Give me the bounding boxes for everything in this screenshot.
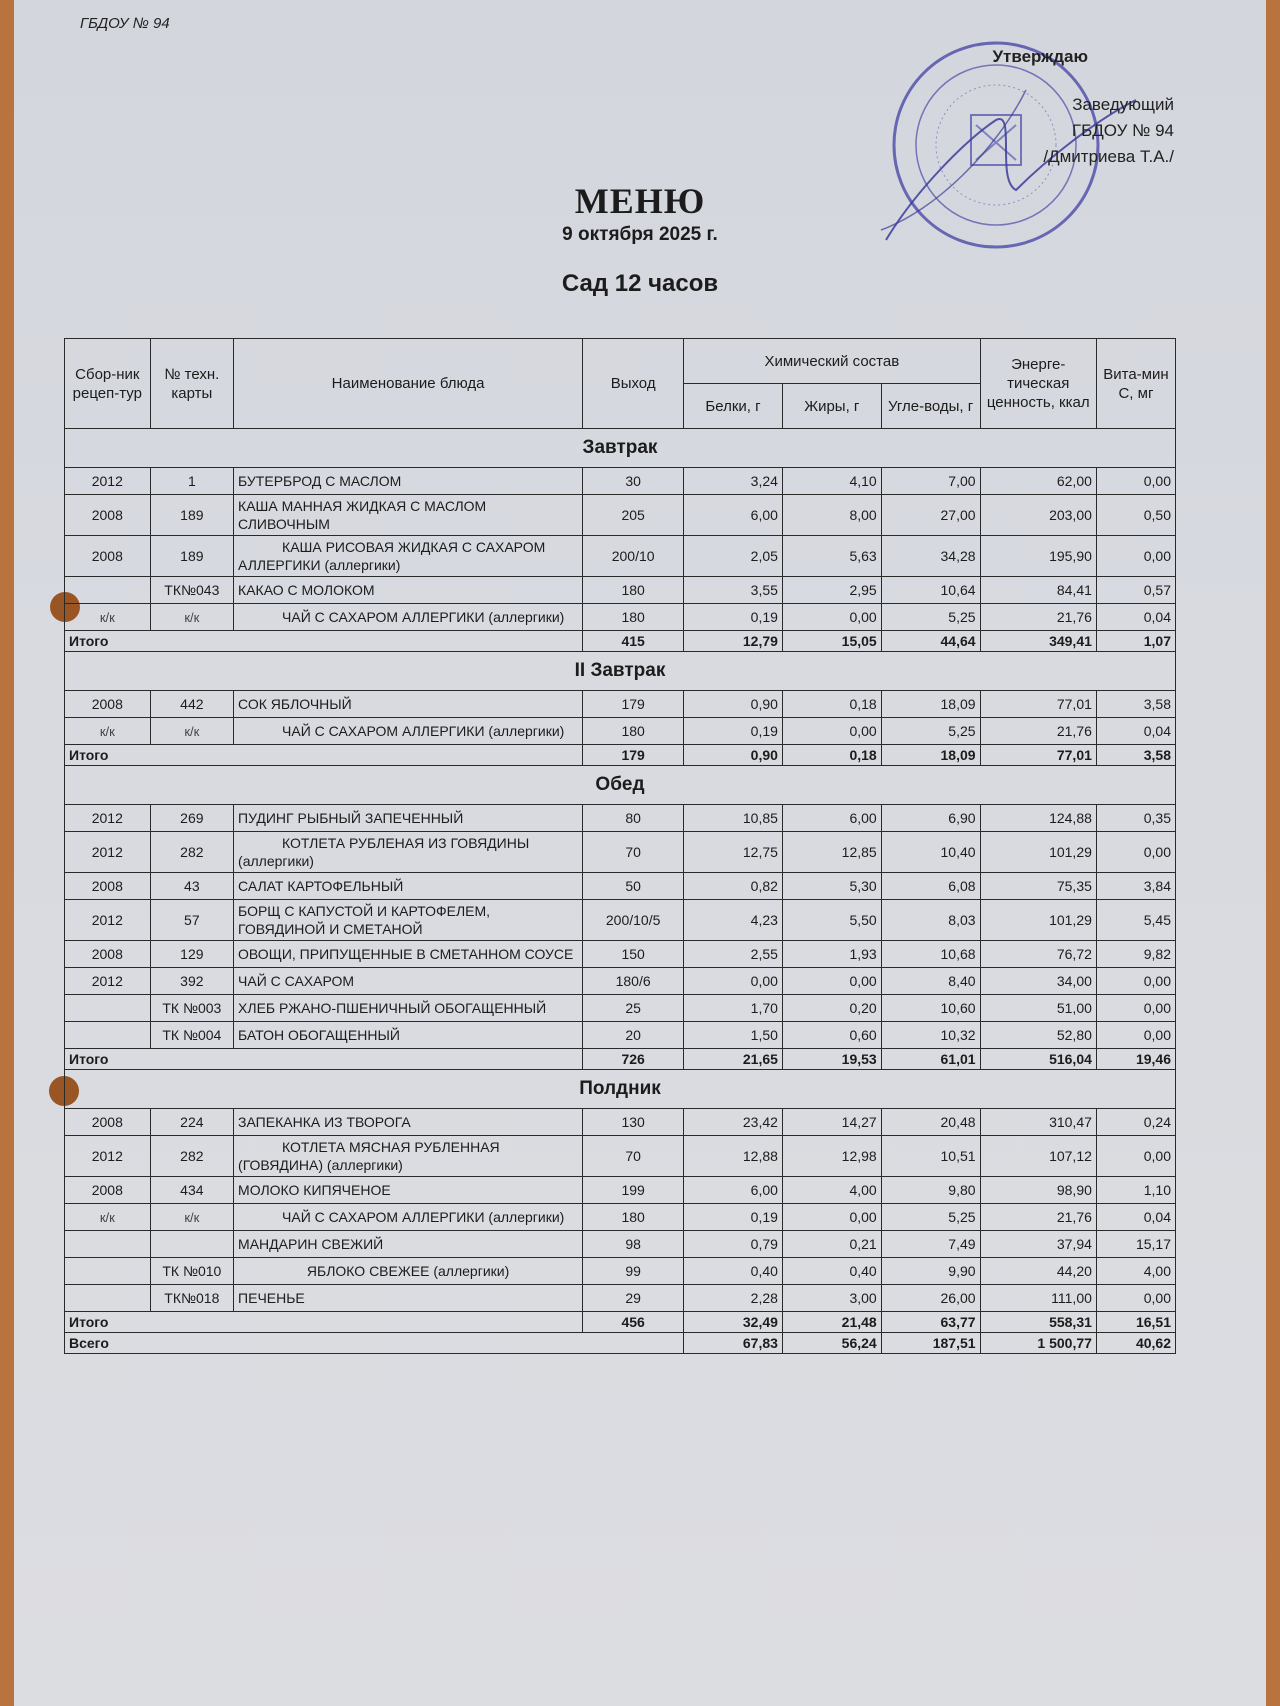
header-vitamin-c: Вита-мин С, мг <box>1096 339 1175 429</box>
table-row <box>65 1022 1176 1049</box>
grand-total-carbs-cell: 187,51 <box>881 1333 980 1354</box>
protein-cell: 2,55 <box>684 941 783 968</box>
carbs-cell: 10,64 <box>881 577 980 604</box>
table-row <box>65 468 1176 495</box>
vitamin-c-cell: 0,04 <box>1096 604 1175 631</box>
table-row <box>65 832 1176 873</box>
dish-name-cell: ЧАЙ С САХАРОМ <box>234 968 583 995</box>
protein-cell: 0,40 <box>684 1258 783 1285</box>
collection-cell: 2012 <box>65 468 151 495</box>
carbs-cell: 7,49 <box>881 1231 980 1258</box>
total-output-cell: 179 <box>583 745 684 766</box>
organization-label: ГБДОУ № 94 <box>80 15 170 32</box>
fat-cell: 14,27 <box>782 1109 881 1136</box>
tech-card-cell <box>150 1231 233 1258</box>
collection-cell: 2008 <box>65 941 151 968</box>
table-row <box>65 1109 1176 1136</box>
dish-name-cell: ПЕЧЕНЬЕ <box>234 1285 583 1312</box>
fat-cell: 0,60 <box>782 1022 881 1049</box>
approval-block <box>992 44 1174 170</box>
output-cell: 80 <box>583 805 684 832</box>
collection-cell: 2008 <box>65 495 151 536</box>
protein-cell: 1,70 <box>684 995 783 1022</box>
total-label: Итого <box>65 745 583 766</box>
energy-cell: 195,90 <box>980 536 1096 577</box>
total-label: Итого <box>65 1049 583 1070</box>
section-title: Обед <box>65 766 1176 805</box>
carbs-cell: 6,90 <box>881 805 980 832</box>
energy-cell: 77,01 <box>980 691 1096 718</box>
total-fat-cell: 15,05 <box>782 631 881 652</box>
carbs-cell: 20,48 <box>881 1109 980 1136</box>
total-protein-cell: 12,79 <box>684 631 783 652</box>
energy-cell: 107,12 <box>980 1136 1096 1177</box>
page-title: МЕНЮ <box>574 181 706 221</box>
fat-cell: 5,63 <box>782 536 881 577</box>
total-energy-cell: 77,01 <box>980 745 1096 766</box>
fat-cell: 1,93 <box>782 941 881 968</box>
dish-name-cell: МОЛОКО КИПЯЧЕНОЕ <box>234 1177 583 1204</box>
total-row <box>65 745 1176 766</box>
fat-cell: 0,40 <box>782 1258 881 1285</box>
output-cell: 180 <box>583 1204 684 1231</box>
table-row <box>65 604 1176 631</box>
carbs-cell: 10,68 <box>881 941 980 968</box>
protein-cell: 10,85 <box>684 805 783 832</box>
total-vitc-cell: 19,46 <box>1096 1049 1175 1070</box>
collection-cell: к/к <box>65 604 151 631</box>
energy-cell: 62,00 <box>980 468 1096 495</box>
collection-cell: 2012 <box>65 900 151 941</box>
total-label: Итого <box>65 1312 583 1333</box>
dish-name-cell: БАТОН ОБОГАЩЕННЫЙ <box>234 1022 583 1049</box>
section-header-row <box>65 1070 1176 1109</box>
collection-cell: 2012 <box>65 968 151 995</box>
energy-cell: 101,29 <box>980 900 1096 941</box>
header-output: Выход <box>583 339 684 429</box>
output-cell: 70 <box>583 1136 684 1177</box>
carbs-cell: 6,08 <box>881 873 980 900</box>
section-title: Полдник <box>65 1070 1176 1109</box>
table-row <box>65 873 1176 900</box>
table-body <box>65 429 1176 1354</box>
fat-cell: 0,00 <box>782 718 881 745</box>
protein-cell: 0,19 <box>684 604 783 631</box>
tech-card-cell: 43 <box>150 873 233 900</box>
total-fat-cell: 21,48 <box>782 1312 881 1333</box>
fat-cell: 0,00 <box>782 604 881 631</box>
tech-card-cell: 442 <box>150 691 233 718</box>
energy-cell: 34,00 <box>980 968 1096 995</box>
vitamin-c-cell: 1,10 <box>1096 1177 1175 1204</box>
header-collection: Сбор-ник рецеп-тур <box>65 339 151 429</box>
grand-total-row <box>65 1333 1176 1354</box>
total-vitc-cell: 1,07 <box>1096 631 1175 652</box>
protein-cell: 2,28 <box>684 1285 783 1312</box>
energy-cell: 21,76 <box>980 718 1096 745</box>
protein-cell: 0,19 <box>684 718 783 745</box>
fat-cell: 5,30 <box>782 873 881 900</box>
dish-name-cell: ЗАПЕКАНКА ИЗ ТВОРОГА <box>234 1109 583 1136</box>
vitamin-c-cell: 0,00 <box>1096 1022 1175 1049</box>
collection-cell <box>65 1285 151 1312</box>
dish-name-cell: ХЛЕБ РЖАНО-ПШЕНИЧНЫЙ ОБОГАЩЕННЫЙ <box>234 995 583 1022</box>
collection-cell: 2008 <box>65 691 151 718</box>
vitamin-c-cell: 0,00 <box>1096 995 1175 1022</box>
tech-card-cell: 434 <box>150 1177 233 1204</box>
output-cell: 180/6 <box>583 968 684 995</box>
vitamin-c-cell: 0,24 <box>1096 1109 1175 1136</box>
section-title: II Завтрак <box>65 652 1176 691</box>
fat-cell: 0,21 <box>782 1231 881 1258</box>
fat-cell: 0,00 <box>782 1204 881 1231</box>
fat-cell: 12,85 <box>782 832 881 873</box>
total-carbs-cell: 44,64 <box>881 631 980 652</box>
carbs-cell: 27,00 <box>881 495 980 536</box>
section-header-row <box>65 429 1176 468</box>
grand-total-energy-cell: 1 500,77 <box>980 1333 1096 1354</box>
vitamin-c-cell: 0,04 <box>1096 718 1175 745</box>
output-cell: 180 <box>583 577 684 604</box>
total-energy-cell: 558,31 <box>980 1312 1096 1333</box>
total-carbs-cell: 18,09 <box>881 745 980 766</box>
table-row <box>65 995 1176 1022</box>
total-protein-cell: 21,65 <box>684 1049 783 1070</box>
output-cell: 98 <box>583 1231 684 1258</box>
header-fat: Жиры, г <box>782 384 881 429</box>
carbs-cell: 10,40 <box>881 832 980 873</box>
header-energy: Энерге-тическая ценность, ккал <box>980 339 1096 429</box>
tech-card-cell: ТК №003 <box>150 995 233 1022</box>
approval-position: Заведующий <box>1072 95 1174 114</box>
table-row <box>65 941 1176 968</box>
output-cell: 150 <box>583 941 684 968</box>
total-carbs-cell: 61,01 <box>881 1049 980 1070</box>
header-chemical: Химический состав <box>684 339 980 384</box>
approval-signatory: /Дмитриева Т.А./ <box>1043 147 1174 166</box>
dish-name-cell: ЧАЙ С САХАРОМ АЛЛЕРГИКИ (аллергики) <box>234 718 583 745</box>
output-cell: 180 <box>583 604 684 631</box>
carbs-cell: 10,51 <box>881 1136 980 1177</box>
output-cell: 25 <box>583 995 684 1022</box>
carbs-cell: 9,90 <box>881 1258 980 1285</box>
tech-card-cell: 1 <box>150 468 233 495</box>
output-cell: 205 <box>583 495 684 536</box>
collection-cell: к/к <box>65 1204 151 1231</box>
table-row <box>65 495 1176 536</box>
output-cell: 20 <box>583 1022 684 1049</box>
dish-name-cell: КОТЛЕТА МЯСНАЯ РУБЛЕННАЯ (ГОВЯДИНА) (аллергики) <box>234 1136 583 1177</box>
header-tech-card: № техн. карты <box>150 339 233 429</box>
tech-card-cell: 282 <box>150 1136 233 1177</box>
tech-card-cell: 189 <box>150 536 233 577</box>
total-vitc-cell: 16,51 <box>1096 1312 1175 1333</box>
carbs-cell: 10,32 <box>881 1022 980 1049</box>
carbs-cell: 9,80 <box>881 1177 980 1204</box>
vitamin-c-cell: 0,04 <box>1096 1204 1175 1231</box>
total-fat-cell: 0,18 <box>782 745 881 766</box>
vitamin-c-cell: 0,57 <box>1096 577 1175 604</box>
dish-name-cell: САЛАТ КАРТОФЕЛЬНЫЙ <box>234 873 583 900</box>
vitamin-c-cell: 5,45 <box>1096 900 1175 941</box>
fat-cell: 0,20 <box>782 995 881 1022</box>
output-cell: 199 <box>583 1177 684 1204</box>
vitamin-c-cell: 0,00 <box>1096 536 1175 577</box>
carbs-cell: 7,00 <box>881 468 980 495</box>
dish-name-cell: КАША РИСОВАЯ ЖИДКАЯ С САХАРОМ АЛЛЕРГИКИ (аллергики) <box>234 536 583 577</box>
table-row <box>65 718 1176 745</box>
protein-cell: 0,19 <box>684 1204 783 1231</box>
total-carbs-cell: 63,77 <box>881 1312 980 1333</box>
collection-cell <box>65 1231 151 1258</box>
output-cell: 99 <box>583 1258 684 1285</box>
table-row <box>65 1204 1176 1231</box>
table-row <box>65 1258 1176 1285</box>
total-protein-cell: 0,90 <box>684 745 783 766</box>
collection-cell: к/к <box>65 718 151 745</box>
vitamin-c-cell: 4,00 <box>1096 1258 1175 1285</box>
tech-card-cell: 392 <box>150 968 233 995</box>
energy-cell: 310,47 <box>980 1109 1096 1136</box>
fat-cell: 4,00 <box>782 1177 881 1204</box>
protein-cell: 2,05 <box>684 536 783 577</box>
dish-name-cell: СОК ЯБЛОЧНЫЙ <box>234 691 583 718</box>
energy-cell: 75,35 <box>980 873 1096 900</box>
protein-cell: 23,42 <box>684 1109 783 1136</box>
grand-total-label: Всего <box>65 1333 684 1354</box>
section-header-row <box>65 766 1176 805</box>
vitamin-c-cell: 3,84 <box>1096 873 1175 900</box>
output-cell: 180 <box>583 718 684 745</box>
header-dish-name: Наименование блюда <box>234 339 583 429</box>
collection-cell: 2012 <box>65 832 151 873</box>
total-output-cell: 726 <box>583 1049 684 1070</box>
collection-cell: 2012 <box>65 1136 151 1177</box>
carbs-cell: 5,25 <box>881 718 980 745</box>
protein-cell: 0,00 <box>684 968 783 995</box>
dish-name-cell: КАША МАННАЯ ЖИДКАЯ С МАСЛОМ СЛИВОЧНЫМ <box>234 495 583 536</box>
table-row <box>65 968 1176 995</box>
total-row <box>65 1312 1176 1333</box>
total-protein-cell: 32,49 <box>684 1312 783 1333</box>
vitamin-c-cell: 3,58 <box>1096 691 1175 718</box>
fat-cell: 12,98 <box>782 1136 881 1177</box>
protein-cell: 4,23 <box>684 900 783 941</box>
fat-cell: 0,18 <box>782 691 881 718</box>
fat-cell: 6,00 <box>782 805 881 832</box>
group-label: Сад 12 часов <box>561 270 719 297</box>
vitamin-c-cell: 15,17 <box>1096 1231 1175 1258</box>
table-row <box>65 1177 1176 1204</box>
carbs-cell: 5,25 <box>881 1204 980 1231</box>
total-fat-cell: 19,53 <box>782 1049 881 1070</box>
dish-name-cell: КОТЛЕТА РУБЛЕНАЯ ИЗ ГОВЯДИНЫ (аллергики) <box>234 832 583 873</box>
dish-name-cell: ЧАЙ С САХАРОМ АЛЛЕРГИКИ (аллергики) <box>234 604 583 631</box>
dish-name-cell: ЧАЙ С САХАРОМ АЛЛЕРГИКИ (аллергики) <box>234 1204 583 1231</box>
tech-card-cell: 269 <box>150 805 233 832</box>
energy-cell: 203,00 <box>980 495 1096 536</box>
dish-name-cell: КАКАО С МОЛОКОМ <box>234 577 583 604</box>
energy-cell: 51,00 <box>980 995 1096 1022</box>
protein-cell: 3,24 <box>684 468 783 495</box>
collection-cell <box>65 1022 151 1049</box>
energy-cell: 111,00 <box>980 1285 1096 1312</box>
energy-cell: 124,88 <box>980 805 1096 832</box>
table-row <box>65 900 1176 941</box>
output-cell: 50 <box>583 873 684 900</box>
output-cell: 30 <box>583 468 684 495</box>
total-output-cell: 456 <box>583 1312 684 1333</box>
output-cell: 200/10/5 <box>583 900 684 941</box>
vitamin-c-cell: 0,35 <box>1096 805 1175 832</box>
table-row <box>65 691 1176 718</box>
total-row <box>65 1049 1176 1070</box>
carbs-cell: 18,09 <box>881 691 980 718</box>
dish-name-cell: ОВОЩИ, ПРИПУЩЕННЫЕ В СМЕТАННОМ СОУСЕ <box>234 941 583 968</box>
protein-cell: 1,50 <box>684 1022 783 1049</box>
protein-cell: 12,88 <box>684 1136 783 1177</box>
fat-cell: 3,00 <box>782 1285 881 1312</box>
vitamin-c-cell: 0,00 <box>1096 1136 1175 1177</box>
protein-cell: 0,82 <box>684 873 783 900</box>
energy-cell: 21,76 <box>980 604 1096 631</box>
energy-cell: 101,29 <box>980 832 1096 873</box>
carbs-cell: 8,03 <box>881 900 980 941</box>
total-row <box>65 631 1176 652</box>
tech-card-cell: 129 <box>150 941 233 968</box>
protein-cell: 6,00 <box>684 495 783 536</box>
total-energy-cell: 349,41 <box>980 631 1096 652</box>
carbs-cell: 10,60 <box>881 995 980 1022</box>
output-cell: 70 <box>583 832 684 873</box>
tech-card-cell: 282 <box>150 832 233 873</box>
vitamin-c-cell: 9,82 <box>1096 941 1175 968</box>
total-energy-cell: 516,04 <box>980 1049 1096 1070</box>
tech-card-cell: к/к <box>150 604 233 631</box>
carbs-cell: 5,25 <box>881 604 980 631</box>
table-row <box>65 1285 1176 1312</box>
tech-card-cell: к/к <box>150 718 233 745</box>
output-cell: 130 <box>583 1109 684 1136</box>
energy-cell: 52,80 <box>980 1022 1096 1049</box>
fat-cell: 2,95 <box>782 577 881 604</box>
energy-cell: 98,90 <box>980 1177 1096 1204</box>
collection-cell: 2008 <box>65 873 151 900</box>
carbs-cell: 8,40 <box>881 968 980 995</box>
table-row <box>65 805 1176 832</box>
section-title: Завтрак <box>65 429 1176 468</box>
header-protein: Белки, г <box>684 384 783 429</box>
collection-cell: 2008 <box>65 1177 151 1204</box>
menu-date: 9 октября 2025 г. <box>562 224 718 245</box>
energy-cell: 21,76 <box>980 1204 1096 1231</box>
carbs-cell: 26,00 <box>881 1285 980 1312</box>
tech-card-cell: 57 <box>150 900 233 941</box>
vitamin-c-cell: 0,00 <box>1096 832 1175 873</box>
collection-cell: 2008 <box>65 536 151 577</box>
table-row <box>65 1136 1176 1177</box>
table-row <box>65 577 1176 604</box>
protein-cell: 0,90 <box>684 691 783 718</box>
table-header <box>65 339 1176 429</box>
dish-name-cell: МАНДАРИН СВЕЖИЙ <box>234 1231 583 1258</box>
energy-cell: 76,72 <box>980 941 1096 968</box>
section-header-row <box>65 652 1176 691</box>
title-block <box>14 180 1266 298</box>
fat-cell: 4,10 <box>782 468 881 495</box>
tech-card-cell: ТК№018 <box>150 1285 233 1312</box>
fat-cell: 8,00 <box>782 495 881 536</box>
vitamin-c-cell: 0,00 <box>1096 1285 1175 1312</box>
tech-card-cell: к/к <box>150 1204 233 1231</box>
table-row <box>65 1231 1176 1258</box>
protein-cell: 3,55 <box>684 577 783 604</box>
approval-title: Утверждаю <box>992 47 1088 66</box>
tech-card-cell: 224 <box>150 1109 233 1136</box>
collection-cell <box>65 577 151 604</box>
dish-name-cell: ПУДИНГ РЫБНЫЙ ЗАПЕЧЕННЫЙ <box>234 805 583 832</box>
dish-name-cell: БУТЕРБРОД С МАСЛОМ <box>234 468 583 495</box>
total-label: Итого <box>65 631 583 652</box>
grand-total-fat-cell: 56,24 <box>782 1333 881 1354</box>
dish-name-cell: ЯБЛОКО СВЕЖЕЕ (аллергики) <box>234 1258 583 1285</box>
table-row <box>65 536 1176 577</box>
collection-cell: 2008 <box>65 1109 151 1136</box>
vitamin-c-cell: 0,00 <box>1096 968 1175 995</box>
total-vitc-cell: 3,58 <box>1096 745 1175 766</box>
tech-card-cell: 189 <box>150 495 233 536</box>
output-cell: 200/10 <box>583 536 684 577</box>
collection-cell: 2012 <box>65 805 151 832</box>
vitamin-c-cell: 0,00 <box>1096 468 1175 495</box>
tech-card-cell: ТК №004 <box>150 1022 233 1049</box>
header-carbs: Угле-воды, г <box>881 384 980 429</box>
collection-cell <box>65 995 151 1022</box>
protein-cell: 0,79 <box>684 1231 783 1258</box>
grand-total-vitc-cell: 40,62 <box>1096 1333 1175 1354</box>
energy-cell: 84,41 <box>980 577 1096 604</box>
energy-cell: 44,20 <box>980 1258 1096 1285</box>
protein-cell: 12,75 <box>684 832 783 873</box>
grand-total-protein-cell: 67,83 <box>684 1333 783 1354</box>
tech-card-cell: ТК №010 <box>150 1258 233 1285</box>
collection-cell <box>65 1258 151 1285</box>
tech-card-cell: ТК№043 <box>150 577 233 604</box>
energy-cell: 37,94 <box>980 1231 1096 1258</box>
menu-table <box>64 338 1176 1354</box>
dish-name-cell: БОРЩ С КАПУСТОЙ И КАРТОФЕЛЕМ, ГОВЯДИНОЙ И СМЕТАНОЙ <box>234 900 583 941</box>
vitamin-c-cell: 0,50 <box>1096 495 1175 536</box>
output-cell: 179 <box>583 691 684 718</box>
approval-institution: ГБДОУ № 94 <box>1071 121 1174 140</box>
fat-cell: 5,50 <box>782 900 881 941</box>
carbs-cell: 34,28 <box>881 536 980 577</box>
total-output-cell: 415 <box>583 631 684 652</box>
output-cell: 29 <box>583 1285 684 1312</box>
fat-cell: 0,00 <box>782 968 881 995</box>
protein-cell: 6,00 <box>684 1177 783 1204</box>
